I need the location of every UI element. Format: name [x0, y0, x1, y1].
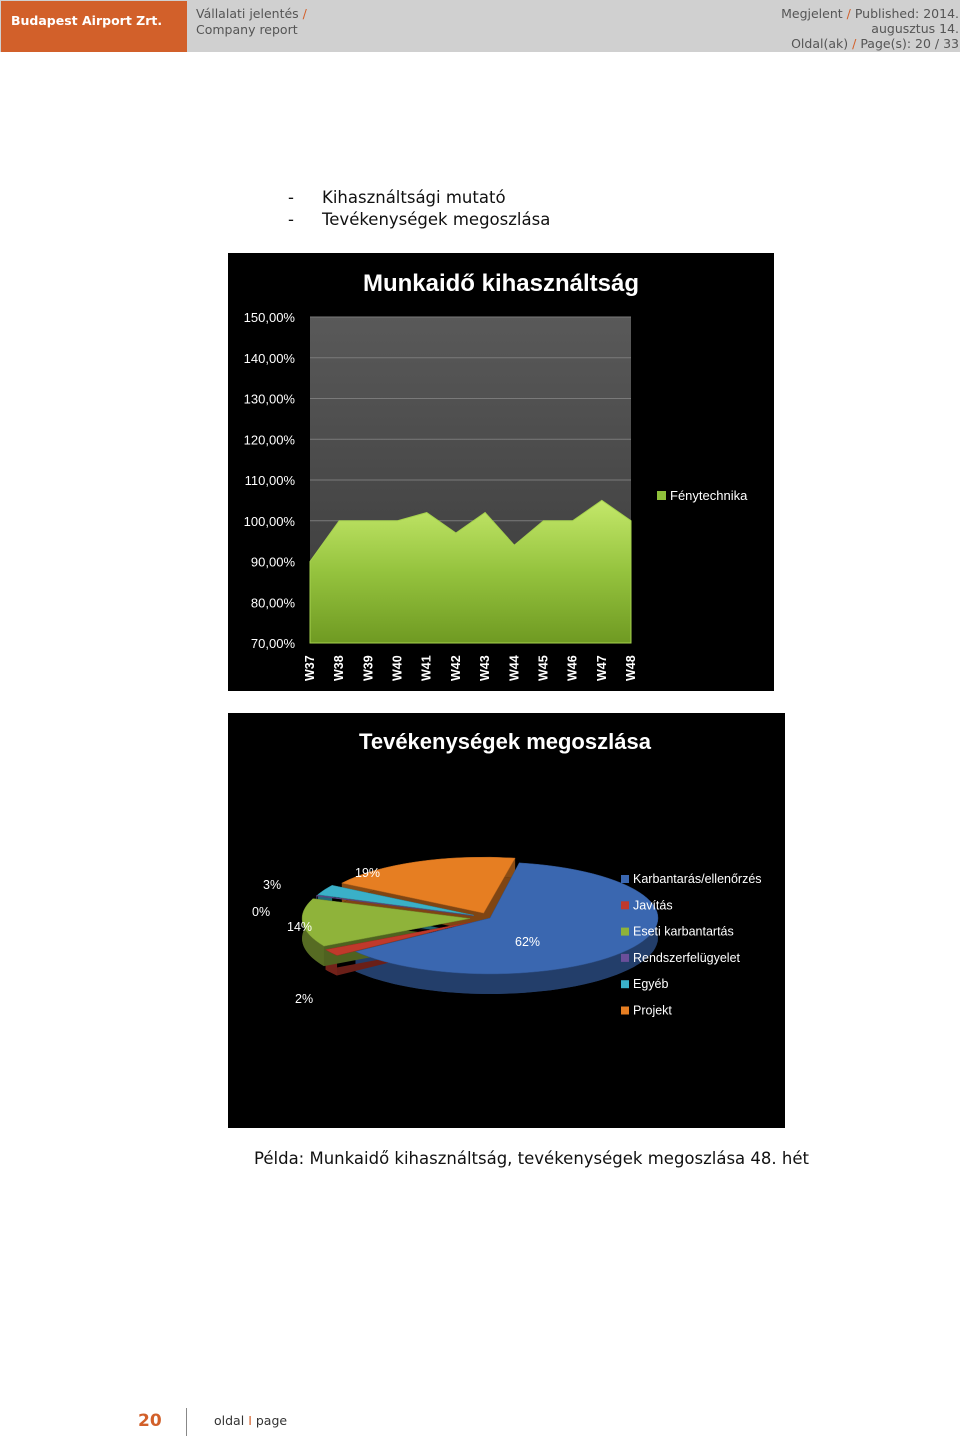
legend-label: Eseti karbantartás [633, 924, 734, 939]
footer-divider [186, 1408, 187, 1436]
pie-value-label: 62% [515, 935, 541, 949]
list-item [288, 187, 550, 209]
bullet-text: Kihasználtsági mutató [322, 188, 506, 207]
bullet-dash: - [288, 188, 294, 207]
y-axis-ticks [244, 310, 296, 651]
y-tick-label: 120,00% [243, 432, 295, 448]
page-header [0, 0, 960, 52]
bullet-text: Tevékenységek megoszlása [322, 210, 551, 229]
report-type-hu: Vállalati jelentés [196, 6, 299, 21]
footer-label-hu: oldal [214, 1413, 245, 1428]
pie-value-label: 19% [355, 866, 381, 880]
published-date: augusztus 14. [871, 21, 959, 36]
publication-info [659, 6, 959, 51]
x-tick-label: W43 [478, 655, 493, 681]
published-label-en: Published: 2014. [854, 6, 959, 21]
x-tick-label: W42 [448, 655, 463, 681]
pie-value-label: 2% [295, 992, 314, 1006]
y-tick-label: 80,00% [250, 595, 295, 611]
pie-value-label: 3% [263, 878, 282, 892]
y-tick-label: 100,00% [243, 513, 295, 529]
chart-title: Tevékenységek megoszlása [359, 729, 651, 754]
x-tick-label: W38 [332, 655, 347, 681]
pages-label-en: Page(s): 20 / 33 [860, 36, 959, 51]
legend-label: Projekt [633, 1003, 672, 1018]
legend-label: Egyéb [633, 977, 669, 992]
legend-label: Javítás [633, 898, 673, 913]
list-item [288, 209, 550, 231]
legend-label: Karbantarás/ellenőrzés [633, 872, 762, 886]
y-tick-label: 110,00% [244, 473, 295, 488]
y-tick-label: 150,00% [243, 310, 295, 325]
pie-value-label: 0% [252, 905, 271, 919]
company-name: Budapest Airport Zrt. [1, 1, 187, 52]
legend-swatch [657, 491, 666, 500]
activity-chart-svg [228, 713, 785, 1128]
legend-label: Fénytechnika [670, 488, 748, 503]
utilization-chart-svg [228, 253, 774, 691]
x-tick-label: W47 [594, 655, 609, 681]
pages-label-hu: Oldal(ak) [791, 36, 849, 51]
figure-caption: Példa: Munkaidő kihasználtság, tevékenységek megoszlása 48. hét [254, 1149, 809, 1168]
y-tick-label: 140,00% [243, 350, 295, 366]
report-type [196, 6, 307, 38]
slash-separator: / [852, 36, 857, 51]
x-tick-label: W45 [536, 655, 551, 681]
pie-value-label: 14% [287, 920, 313, 934]
y-tick-label: 130,00% [243, 391, 295, 407]
y-tick-label: 90,00% [250, 554, 295, 570]
x-tick-label: W39 [361, 655, 376, 681]
legend-swatch [621, 980, 629, 988]
footer-page-label [214, 1413, 287, 1428]
slash-separator: / [846, 6, 851, 21]
slash-separator: / [302, 6, 307, 21]
legend-swatch [621, 954, 629, 962]
legend-swatch [621, 875, 629, 883]
x-tick-label: W40 [390, 655, 405, 681]
utilization-chart [228, 253, 774, 691]
x-tick-label: W37 [303, 655, 317, 681]
legend-label: Rendszerfelügyelet [633, 950, 741, 965]
activity-distribution-chart [228, 713, 785, 1128]
x-tick-label: W44 [507, 655, 522, 681]
bullet-dash: - [288, 210, 294, 229]
published-label-hu: Megjelent [781, 6, 843, 21]
y-tick-label: 70,00% [250, 636, 295, 651]
legend-swatch [621, 1007, 629, 1015]
x-tick-label: W48 [624, 655, 638, 681]
report-type-en: Company report [196, 22, 298, 37]
x-tick-label: W46 [565, 655, 580, 681]
footer-label-en: page [255, 1413, 288, 1428]
bullet-list [288, 187, 550, 231]
footer-separator: I [248, 1413, 252, 1428]
x-axis-ticks [303, 655, 638, 681]
legend-swatch [621, 928, 629, 936]
x-tick-label: W41 [419, 655, 434, 681]
chart-title: Munkaidő kihasználtság [362, 270, 640, 297]
page-number: 20 [138, 1411, 162, 1431]
legend-swatch [621, 901, 629, 909]
